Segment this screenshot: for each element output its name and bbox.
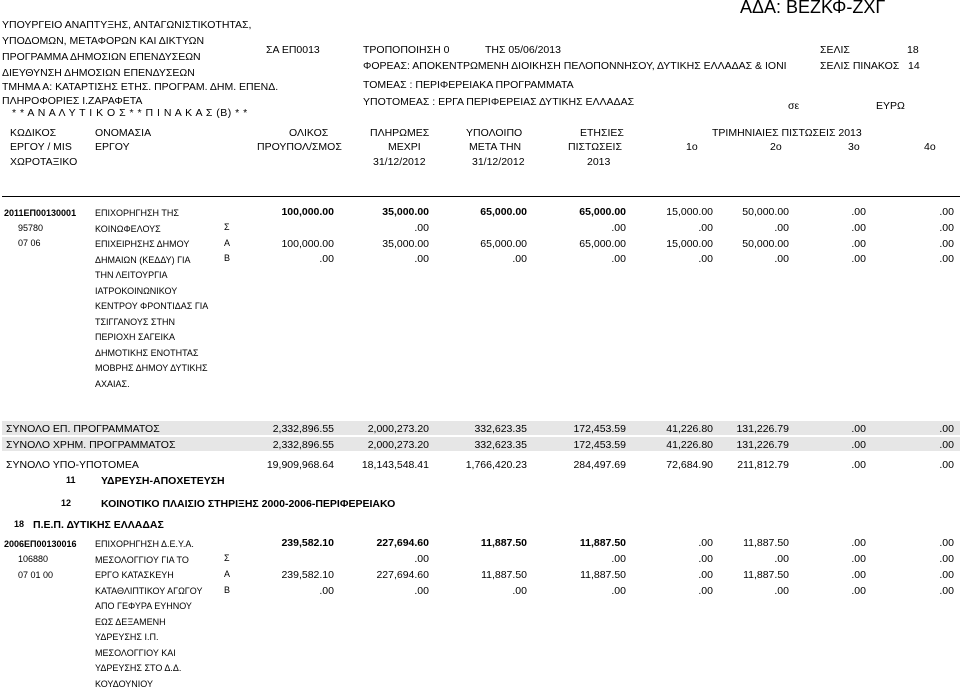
- project-name-line: ΕΠΙΧΕΙΡΗΣΗΣ ΔΗΜΟΥ: [95, 239, 190, 249]
- value-cell: .00: [414, 253, 429, 265]
- value-cell: 11,887.50: [743, 569, 789, 581]
- total-value: 72,684.90: [666, 459, 713, 471]
- value-cell: 239,582.10: [281, 569, 334, 581]
- page-label: ΣΕΛΙΣ: [820, 44, 850, 56]
- section-number: 12: [61, 498, 72, 508]
- ada-stamp: ΑΔΑ: ΒΕΖΚΦ-ΖΧΓ: [740, 0, 886, 17]
- currency: ΕΥΡΩ: [876, 100, 905, 112]
- col-remaining: 31/12/2012: [472, 156, 525, 168]
- value-cell: .00: [319, 253, 334, 265]
- value-cell: .00: [939, 222, 954, 234]
- value-cell: 15,000.00: [666, 238, 713, 250]
- value-cell: 11,887.50: [579, 537, 626, 549]
- total-value: .00: [939, 423, 954, 435]
- total-value: 41,226.80: [666, 439, 713, 451]
- table-page-label: ΣΕΛΙΣ ΠΙΝΑΚΟΣ: [820, 60, 900, 72]
- total-value: 284,497.69: [573, 459, 626, 471]
- value-cell: .00: [851, 206, 866, 218]
- total-value: 2,000,273.20: [367, 439, 429, 451]
- col-q3: 3ο: [848, 141, 860, 153]
- table-page-number: 14: [908, 60, 920, 72]
- total-value: 172,453.59: [573, 439, 626, 451]
- total-value: 211,812.79: [737, 459, 789, 471]
- total-value: .00: [851, 423, 866, 435]
- header-rule: [2, 196, 960, 197]
- value-cell: .00: [939, 238, 954, 250]
- project-name-line: ΚΟΙΝΩΦΕΛΟΥΣ: [95, 223, 161, 234]
- page-number: 18: [907, 44, 919, 56]
- project-name-line: ΕΡΓΟ ΚΑΤΑΣΚΕΥΗ: [95, 570, 174, 580]
- row-type-letter: Σ: [224, 553, 230, 563]
- value-cell: .00: [698, 537, 713, 549]
- col-paid: 31/12/2012: [373, 156, 426, 168]
- value-cell: .00: [698, 569, 713, 581]
- col-code: ΧΩΡΟΤΑΞΙΚΟ: [10, 156, 78, 168]
- total-value: 18,143,548.41: [361, 459, 429, 471]
- value-cell: 11,887.50: [743, 537, 789, 549]
- total-value: 2,000,273.20: [367, 423, 429, 435]
- total-label: ΣΥΝΟΛΟ ΕΠ. ΠΡΟΓΡΑΜΜΑΤΟΣ: [6, 423, 160, 435]
- total-value: .00: [851, 459, 866, 471]
- modification-date: ΤΗΣ 05/06/2013: [485, 44, 561, 56]
- col-paid: ΠΛΗΡΩΜΕΣ: [370, 127, 430, 139]
- total-value: 131,226.79: [736, 439, 789, 451]
- value-cell: .00: [851, 253, 866, 265]
- project-name-line: ΕΩΣ ΔΕΞΑΜΕΝΗ: [95, 616, 166, 627]
- value-cell: 11,887.50: [580, 569, 626, 581]
- value-cell: .00: [939, 206, 954, 218]
- value-cell: .00: [698, 585, 713, 597]
- section-number: 18: [14, 519, 25, 529]
- analytic-table-title: * * Α Ν Α Λ Υ Τ Ι Κ Ο Σ * * Π Ι Ν Α Κ Α Σ (Β) * *: [12, 107, 248, 119]
- sa-code: ΣΑ ΕΠ0013: [266, 44, 320, 56]
- col-name: ΟΝΟΜΑΣΙΑ: [95, 127, 152, 139]
- col-total: ΟΛΙΚΟΣ: [289, 127, 329, 139]
- total-value: 2,332,896.55: [272, 423, 334, 435]
- total-value: 332,623.35: [474, 439, 527, 451]
- value-cell: 65,000.00: [480, 238, 527, 250]
- project-name-line: ΠΕΡΙΟΧΗ ΣΑΓΕΙΚΑ: [95, 332, 176, 342]
- project-name-line: ΕΠΙΧΟΡΗΓΗΣΗ ΤΗΣ: [95, 208, 179, 218]
- row-type-letter: Α: [224, 238, 231, 248]
- value-cell: 227,694.60: [376, 569, 429, 581]
- project-name-line: ΚΕΝΤΡΟΥ ΦΡΟΝΤΙΔΑΣ ΓΙΑ: [95, 301, 209, 311]
- value-cell: 35,000.00: [382, 238, 429, 250]
- project-name-line: ΕΠΙΧΟΡΗΓΗΣΗ Δ.Ε.Υ.Α.: [95, 539, 194, 549]
- value-cell: .00: [774, 553, 789, 565]
- row-type-letter: Β: [224, 585, 231, 595]
- value-cell: 11,887.50: [480, 537, 527, 549]
- project-code: 2011ΕΠ00130001: [4, 208, 77, 218]
- total-value: 19,909,968.64: [266, 459, 334, 471]
- col-annual: 2013: [587, 156, 611, 168]
- value-cell: .00: [414, 222, 429, 234]
- modification: ΤΡΟΠΟΠΟΙΗΣΗ 0: [363, 44, 450, 56]
- value-cell: .00: [611, 553, 626, 565]
- col-code: ΚΩΔΙΚΟΣ: [10, 127, 57, 139]
- project-name-line: ΚΟΥΔΟΥΝΙΟΥ: [95, 678, 154, 689]
- project-name-line: ΤΗΝ ΛΕΙΤΟΥΡΓΙΑ: [95, 270, 168, 280]
- org-line: ΠΡΟΓΡΑΜΜΑ ΔΗΜΟΣΙΩΝ ΕΠΕΝΔΥΣΕΩΝ: [2, 51, 201, 63]
- total-value: 332,623.35: [474, 423, 527, 435]
- value-cell: 65,000.00: [579, 238, 626, 250]
- project-mis: 95780: [18, 223, 44, 233]
- col-paid: ΜΕΧΡΙ: [388, 141, 421, 153]
- value-cell: .00: [851, 585, 866, 597]
- value-cell: .00: [939, 537, 954, 549]
- value-cell: .00: [512, 585, 527, 597]
- value-cell: .00: [611, 585, 626, 597]
- section-title: Π.Ε.Π. ΔΥΤΙΚΗΣ ΕΛΛΑΔΑΣ: [33, 519, 164, 531]
- row-type-letter: Α: [224, 569, 231, 579]
- value-cell: 15,000.00: [666, 206, 713, 218]
- total-value: .00: [939, 439, 954, 451]
- total-value: 172,453.59: [573, 423, 626, 435]
- org-line: ΔΙΕΥΘΥΝΣΗ ΔΗΜΟΣΙΩΝ ΕΠΕΝΔΥΣΕΩΝ: [2, 67, 195, 79]
- total-label: ΣΥΝΟΛΟ ΥΠΟ-ΥΠΟΤΟΜΕΑ: [6, 459, 139, 471]
- value-cell: 50,000.00: [742, 206, 789, 218]
- ypotomeas: ΥΠΟΤΟΜΕΑΣ : ΕΡΓΑ ΠΕΡΙΦΕΡΕΙΑΣ ΔΥΤΙΚΗΣ ΕΛΛΑΔΑΣ: [363, 96, 635, 108]
- section-title: ΚΟΙΝΟΤΙΚΟ ΠΛΑΙΣΙΟ ΣΤΗΡΙΞΗΣ 2000-2006-ΠΕΡΙΦΕΡΕΙΑΚΟ: [101, 498, 396, 510]
- project-name-line: ΔΗΜΟΤΙΚΗΣ ΕΝΟΤΗΤΑΣ: [95, 347, 199, 358]
- value-cell: .00: [939, 585, 954, 597]
- org-line: ΥΠΟΔΟΜΩΝ, ΜΕΤΑΦΟΡΩΝ ΚΑΙ ΔΙΚΤΥΩΝ: [2, 35, 205, 47]
- value-cell: .00: [939, 253, 954, 265]
- project-name-line: ΤΣΙΓΓΑΝΟΥΣ ΣΤΗΝ: [95, 316, 175, 327]
- value-cell: .00: [319, 585, 334, 597]
- foreas: ΦΟΡΕΑΣ: ΑΠΟΚΕΝΤΡΩΜΕΝΗ ΔΙΟΙΚΗΣΗ ΠΕΛΟΠΟΝΝΗΣΟΥ, ΔΥΤΙΚΗΣ ΕΛΛΑΔΑΣ & ΙΟΝΙ: [363, 60, 787, 72]
- col-annual: ΕΤΗΣΙΕΣ: [580, 127, 624, 139]
- col-q2: 2ο: [770, 141, 782, 153]
- value-cell: .00: [939, 553, 954, 565]
- value-cell: .00: [851, 222, 866, 234]
- value-cell: 239,582.10: [281, 537, 334, 549]
- value-cell: 11,887.50: [481, 569, 527, 581]
- value-cell: .00: [851, 569, 866, 581]
- value-cell: .00: [698, 222, 713, 234]
- value-cell: .00: [698, 553, 713, 565]
- project-spatial-code: 07 06: [18, 238, 41, 248]
- project-name-line: ΙΑΤΡΟΚΟΙΝΩΝΙΚΟΥ: [95, 285, 178, 296]
- row-type-letter: Β: [224, 253, 231, 263]
- value-cell: .00: [851, 238, 866, 250]
- row-type-letter: Σ: [224, 222, 230, 232]
- total-value: 131,226.79: [736, 423, 789, 435]
- section-title: ΥΔΡΕΥΣΗ-ΑΠΟΧΕΤΕΥΣΗ: [101, 475, 225, 487]
- col-total: ΠΡΟΥΠΟΛ/ΣΜΟΣ: [257, 141, 342, 153]
- value-cell: .00: [698, 253, 713, 265]
- value-cell: .00: [611, 253, 626, 265]
- value-cell: 65,000.00: [579, 206, 626, 218]
- total-label: ΣΥΝΟΛΟ ΧΡΗΜ. ΠΡΟΓΡΑΜΜΑΤΟΣ: [6, 439, 176, 451]
- project-name-line: ΥΔΡΕΥΣΗΣ ΣΤΟ Δ.Δ.: [95, 663, 182, 673]
- value-cell: .00: [774, 253, 789, 265]
- total-value: .00: [939, 459, 954, 471]
- project-code: 2006ΕΠ00130016: [4, 539, 77, 549]
- value-cell: .00: [414, 585, 429, 597]
- value-cell: 100,000.00: [281, 238, 334, 250]
- value-cell: 65,000.00: [480, 206, 527, 218]
- value-cell: 227,694.60: [376, 537, 429, 549]
- value-cell: .00: [851, 537, 866, 549]
- value-cell: .00: [851, 553, 866, 565]
- tomeas: ΤΟΜΕΑΣ : ΠΕΡΙΦΕΡΕΙΑΚΑ ΠΡΟΓΡΑΜΜΑΤΑ: [363, 79, 574, 91]
- org-line: ΤΜΗΜΑ Α: ΚΑΤΑΡΤΙΣΗΣ ΕΤΗΣ. ΠΡΟΓΡΑΜ. ΔΗΜ. ΕΠΕΝΔ.: [2, 81, 279, 93]
- project-spatial-code: 07 01 00: [18, 570, 54, 580]
- project-name-line: ΔΗΜΑΙΩΝ (ΚΕΔΔΥ) ΓΙΑ: [95, 254, 191, 265]
- project-mis: 106880: [18, 554, 49, 564]
- value-cell: .00: [414, 553, 429, 565]
- project-name-line: ΜΟΒΡΗΣ ΔΗΜΟΥ ΔΥΤΙΚΗΣ: [95, 363, 208, 373]
- value-cell: .00: [774, 585, 789, 597]
- org-line: ΥΠΟΥΡΓΕΙΟ ΑΝΑΠΤΥΞΗΣ, ΑΝΤΑΓΩΝΙΣΤΙΚΟΤΗΤΑΣ,: [2, 19, 252, 31]
- col-code: ΕΡΓΟΥ / MIS: [10, 141, 72, 153]
- value-cell: 50,000.00: [742, 238, 789, 250]
- section-number: 11: [66, 475, 76, 485]
- total-value: 1,766,420.23: [465, 459, 527, 471]
- col-quarterly: ΤΡΙΜΗΝΙΑΙΕΣ ΠΙΣΤΩΣΕΙΣ 2013: [712, 127, 862, 139]
- project-name-line: ΥΔΡΕΥΣΗΣ Ι.Π.: [95, 632, 159, 642]
- total-value: .00: [851, 439, 866, 451]
- col-q1: 1ο: [686, 141, 698, 153]
- total-value: 41,226.80: [666, 423, 713, 435]
- currency-prefix: σε: [788, 100, 800, 112]
- project-name-line: ΜΕΣΟΛΟΓΓΙΟΥ ΚΑΙ: [95, 647, 176, 658]
- project-name-line: ΜΕΣΟΛΟΓΓΙΟΥ ΓΙΑ ΤΟ: [95, 554, 189, 565]
- col-remaining: ΜΕΤΑ ΤΗΝ: [469, 141, 522, 153]
- value-cell: .00: [512, 253, 527, 265]
- org-line: ΠΛΗΡΟΦΟΡΙΕΣ Ι.ΖΑΡΑΦΕΤΑ: [2, 95, 143, 107]
- value-cell: .00: [774, 222, 789, 234]
- value-cell: 100,000.00: [281, 206, 334, 218]
- col-annual: ΠΙΣΤΩΣΕΙΣ: [568, 141, 622, 153]
- value-cell: .00: [611, 222, 626, 234]
- project-name-line: ΑΧΑΙΑΣ.: [95, 378, 130, 389]
- project-name-line: ΑΠΟ ΓΕΦΥΡΑ ΕΥΗΝΟΥ: [95, 601, 192, 611]
- total-value: 2,332,896.55: [272, 439, 334, 451]
- col-remaining: ΥΠΟΛΟΙΠΟ: [466, 127, 523, 139]
- value-cell: 35,000.00: [382, 206, 429, 218]
- col-q4: 4ο: [924, 141, 936, 153]
- project-name-line: ΚΑΤΑΘΛΙΠΤΙΚΟΥ ΑΓΩΓΟΥ: [95, 585, 203, 596]
- value-cell: .00: [939, 569, 954, 581]
- col-name: ΕΡΓΟΥ: [95, 141, 130, 153]
